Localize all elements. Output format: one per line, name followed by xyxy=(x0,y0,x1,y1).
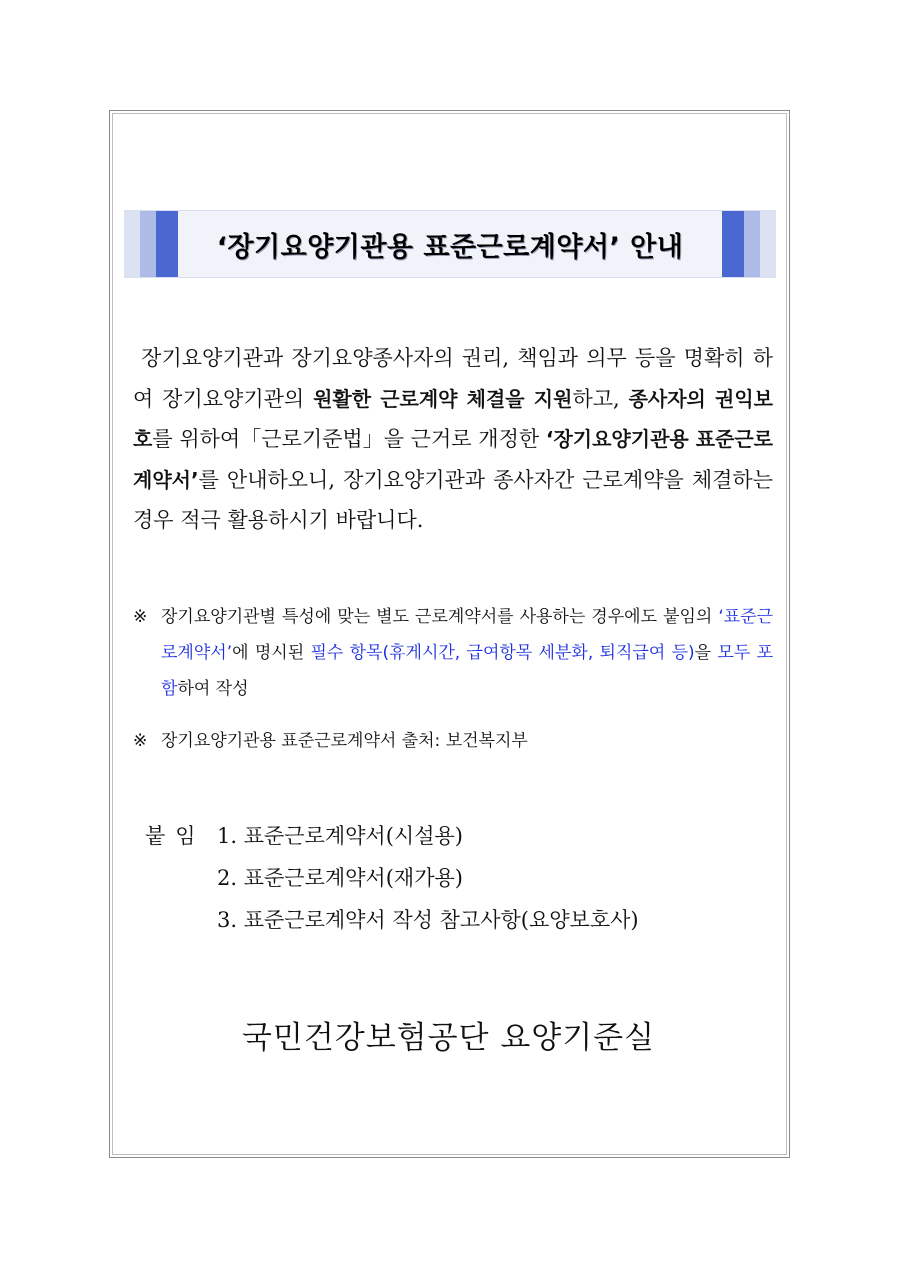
banner-bar-light xyxy=(124,211,140,277)
list-item xyxy=(145,899,639,941)
page-title: ‘장기요양기관용 표준근로계약서’ 안내 xyxy=(216,231,684,263)
note-highlight: ‘표준근로계약서’ xyxy=(161,607,773,663)
note-text: 을 xyxy=(694,643,718,663)
note-text: 장기요양기관별 특성에 맞는 별도 근로계약서를 사용하는 경우에도 붙임의 xyxy=(161,607,719,627)
banner-bar-light xyxy=(760,211,776,277)
banner-bar-mid xyxy=(140,211,156,277)
attachments-list xyxy=(145,815,639,941)
intro-text: 장기요양기관과 장기요양종사자의 권리, 책임과 의무 등을 명확히 하여 장기요양기관의 xyxy=(133,346,773,411)
note-source xyxy=(133,723,773,759)
note-text: 에 명시된 xyxy=(232,643,311,663)
note-highlight: 필수 항목(휴게시간, 급여항목 세분화, 퇴직급여 등) xyxy=(310,643,695,663)
attachments-label-spacer xyxy=(145,899,217,941)
banner-bar-dark xyxy=(156,211,178,277)
attachment-item: 1. 표준근로계약서(시설용) xyxy=(217,824,463,848)
intro-emphasis: 원활한 근로계약 체결을 지원 xyxy=(313,386,573,411)
intro-text: 하고, xyxy=(572,386,629,411)
note-text: 장기요양기관용 표준근로계약서 출처: 보건복지부 xyxy=(161,731,528,751)
attachments-label: 붙임 xyxy=(145,824,206,848)
banner-bar-dark xyxy=(722,211,744,277)
reference-mark: ※ xyxy=(133,607,148,627)
attachments-label-spacer xyxy=(145,857,217,899)
list-item xyxy=(145,815,639,857)
note-text: 하여 작성 xyxy=(177,679,249,699)
intro-emphasis: ‘장기요양기관용 표준근로계약서’ xyxy=(133,427,773,492)
note-highlight: 모두 포함 xyxy=(161,643,774,699)
attachment-item: 3. 표준근로계약서 작성 참고사항(요양보호사) xyxy=(217,908,639,932)
reference-mark: ※ xyxy=(133,731,148,751)
banner-bar-mid xyxy=(744,211,760,277)
intro-emphasis: 종사자의 권익보호 xyxy=(133,386,773,451)
intro-text: 를 안내하오니, 장기요양기관과 종사자간 근로계약을 체결하는 경우 적극 활용하시기 바랍니다. xyxy=(133,467,773,532)
intro-paragraph xyxy=(133,338,773,541)
issuer-name: 국민건강보험공단 요양기준실 xyxy=(241,1020,656,1056)
intro-text: 를 위하여「근로기준법」을 근거로 개정한 xyxy=(152,427,546,451)
title-banner xyxy=(124,210,776,278)
list-item xyxy=(145,857,639,899)
attachment-item: 2. 표준근로계약서(재가용) xyxy=(217,866,463,890)
note-required-items xyxy=(133,599,773,707)
